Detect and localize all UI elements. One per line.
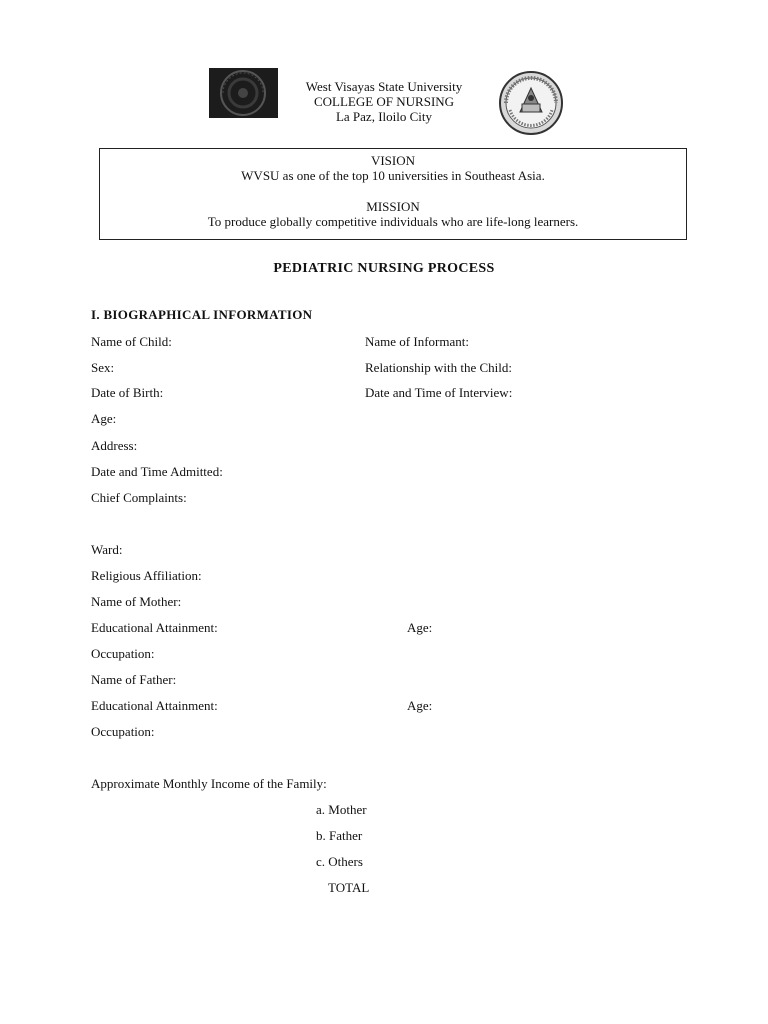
- date-time-interview-label: Date and Time of Interview:: [365, 385, 513, 400]
- form-title: PEDIATRIC NURSING PROCESS: [273, 261, 495, 276]
- father-age-label: Age:: [407, 698, 433, 713]
- vision-text: WVSU as one of the top 10 universities in Southeast Asia.: [241, 168, 545, 183]
- mission-text: To produce globally competitive individuals who are life-long learners.: [207, 214, 579, 229]
- name-of-informant-label: Name of Informant:: [365, 334, 469, 349]
- income-item-others: c. Others: [316, 854, 363, 869]
- date-time-admitted-label: Date and Time Admitted:: [91, 464, 223, 479]
- relationship-label: Relationship with the Child:: [365, 360, 512, 375]
- income-total-label: TOTAL: [328, 880, 370, 895]
- ward-label: Ward:: [91, 542, 123, 557]
- vision-mission-box: [99, 148, 687, 240]
- father-education-label: Educational Attainment:: [91, 698, 218, 713]
- religious-affiliation-label: Religious Affiliation:: [91, 568, 202, 583]
- vision-label: VISION: [370, 153, 416, 168]
- university-name: West Visayas State University: [305, 79, 463, 94]
- income-item-father: b. Father: [316, 828, 363, 843]
- college-seal-logo: [498, 70, 564, 136]
- chief-complaints-label: Chief Complaints:: [91, 490, 187, 505]
- income-label: Approximate Monthly Income of the Family:: [91, 776, 327, 791]
- income-item-mother: a. Mother: [316, 802, 367, 817]
- mother-age-label: Age:: [407, 620, 433, 635]
- age-label: Age:: [91, 411, 117, 426]
- name-of-child-label: Name of Child:: [91, 334, 172, 349]
- university-seal-logo: [209, 68, 278, 118]
- header-text: [283, 79, 485, 124]
- mission-label: MISSION: [366, 199, 420, 214]
- mother-occupation-label: Occupation:: [91, 646, 155, 661]
- college-location: La Paz, Iloilo City: [335, 109, 433, 124]
- address-label: Address:: [91, 438, 138, 453]
- date-of-birth-label: Date of Birth:: [91, 385, 164, 400]
- college-name: COLLEGE OF NURSING: [313, 94, 455, 109]
- father-occupation-label: Occupation:: [91, 724, 155, 739]
- name-of-mother-label: Name of Mother:: [91, 594, 182, 609]
- mother-education-label: Educational Attainment:: [91, 620, 218, 635]
- name-of-father-label: Name of Father:: [91, 672, 177, 687]
- section-heading: I. BIOGRAPHICAL INFORMATION: [91, 307, 313, 322]
- sex-label: Sex:: [91, 360, 115, 375]
